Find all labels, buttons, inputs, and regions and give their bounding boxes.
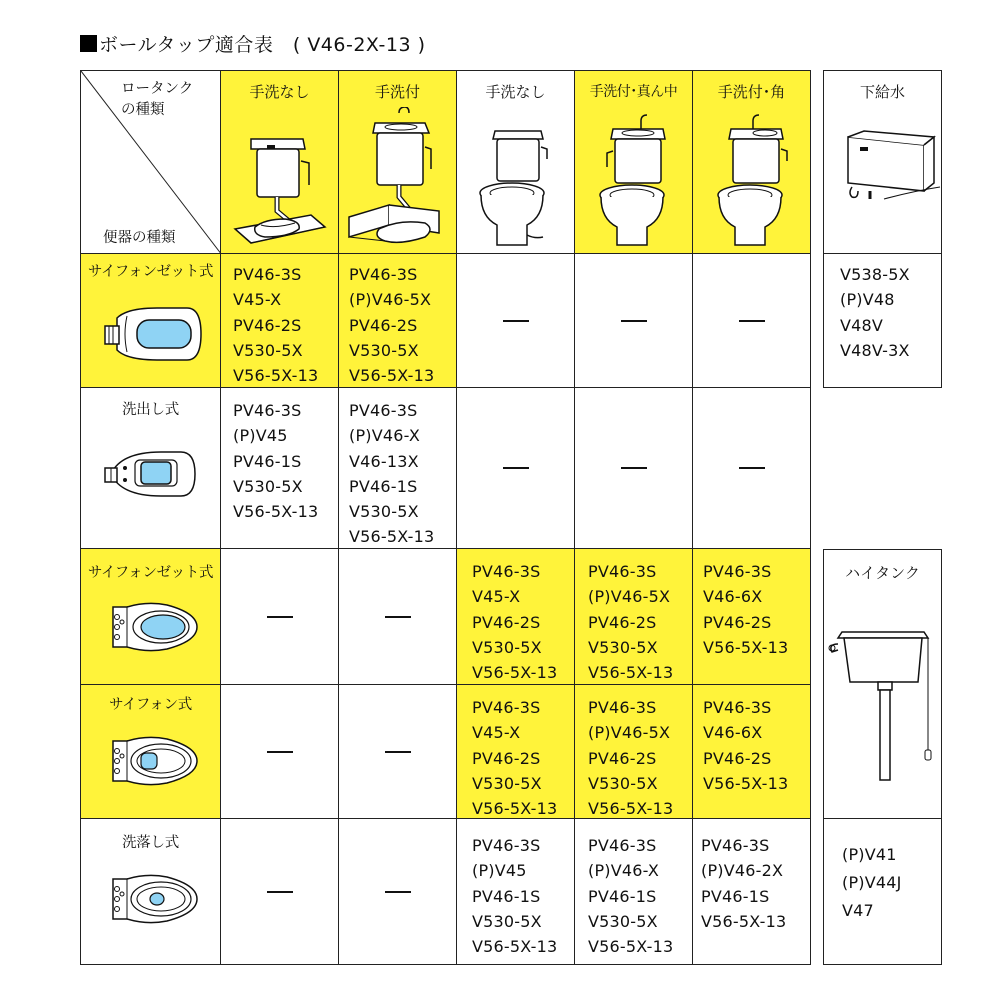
- square-bullet-icon: [80, 35, 97, 52]
- model-code: PV46-3S: [703, 562, 772, 581]
- model-code: V56-5X-13: [233, 366, 319, 386]
- not-applicable-dash: [621, 320, 647, 322]
- model-code: V530-5X: [472, 911, 542, 931]
- model-code: PV46-2S: [703, 748, 772, 768]
- row-header-3: [80, 549, 221, 685]
- model-code: V48V: [840, 315, 884, 335]
- model-code-list: [233, 398, 318, 524]
- tank-type-label: [121, 79, 193, 121]
- col-header-3: [457, 70, 575, 254]
- model-code: PV46-2S: [472, 748, 541, 768]
- col-header-2: [339, 70, 457, 254]
- cell-r3-c1: [221, 549, 339, 685]
- high-tank-header: [823, 549, 942, 819]
- col-header-label: 手洗なし: [249, 83, 310, 101]
- cell-r4-c4: [575, 685, 693, 819]
- cell-r1-c5: [693, 254, 811, 388]
- model-code: (P)V46-X: [349, 426, 420, 446]
- not-applicable-dash: [385, 891, 411, 893]
- model-code: PV46-3S: [349, 401, 418, 420]
- tank-type-label-line: ロータンク: [121, 81, 194, 97]
- model-code: V530-5X: [472, 637, 542, 657]
- model-code: PV46-1S: [701, 886, 770, 906]
- model-code: V46-13X: [349, 451, 419, 471]
- cell-r3-c2: [339, 549, 457, 685]
- model-code: V56-5X-13: [233, 502, 319, 522]
- model-code: (P)V45: [233, 426, 288, 446]
- cell-r1-c1: [221, 254, 339, 388]
- model-code: (P)V46-5X: [588, 723, 671, 743]
- model-code: V45-X: [472, 723, 521, 743]
- not-applicable-dash: [267, 751, 293, 753]
- model-code-list: [472, 559, 557, 685]
- model-code: V530-5X: [349, 340, 419, 360]
- model-code: PV46-3S: [472, 836, 541, 855]
- model-code: (P)V48: [840, 290, 895, 310]
- model-code: V56-5X-13: [588, 937, 674, 957]
- cell-r4-c3: [457, 685, 575, 819]
- title-text: ボールタップ適合表 ( V46-2X-13 ): [99, 34, 426, 56]
- model-code-list: [233, 262, 318, 388]
- model-code: V45-X: [233, 290, 282, 310]
- model-code: PV46-2S: [588, 748, 657, 768]
- cell-r5-c1: [221, 819, 339, 965]
- model-code: (P)V46-X: [588, 861, 659, 881]
- cell-r3-c3: [457, 549, 575, 685]
- model-code: PV46-3S: [472, 562, 541, 581]
- col-header-label: 手洗付: [374, 83, 420, 101]
- model-code: V56-5X-13: [349, 366, 435, 386]
- high-tank-codes: [823, 819, 942, 965]
- model-code: V56-5X-13: [472, 799, 558, 819]
- corner-header: [80, 70, 221, 254]
- not-applicable-dash: [503, 467, 529, 469]
- cell-r1-c4: [575, 254, 693, 388]
- cell-r1-c2: [339, 254, 457, 388]
- model-code: V47: [842, 901, 874, 920]
- cell-r2-c3: [457, 388, 575, 549]
- model-code: V56-5X-13: [588, 663, 674, 683]
- tank-type-label-line: の種類: [121, 102, 165, 118]
- cell-r4-c1: [221, 685, 339, 819]
- model-code: PV46-3S: [233, 401, 302, 420]
- cell-r5-c4: [575, 819, 693, 965]
- model-code: PV46-2S: [588, 612, 657, 632]
- model-code: PV46-1S: [233, 451, 302, 471]
- squat-bowl-siphon-jet-icon: [81, 304, 220, 364]
- western-bowl-washdown-icon: [81, 869, 220, 929]
- row-label: 洗落し式: [122, 835, 179, 851]
- model-code: V530-5X: [349, 502, 419, 522]
- not-applicable-dash: [385, 616, 411, 618]
- col-header-label: 手洗なし: [485, 83, 546, 101]
- model-code: V56-5X-13: [703, 637, 789, 657]
- high-tank-icon: [824, 622, 941, 782]
- model-code: V530-5X: [233, 340, 303, 360]
- lower-supply-codes: [823, 254, 942, 388]
- model-code: (P)V44J: [842, 873, 902, 892]
- not-applicable-dash: [267, 616, 293, 618]
- cell-r4-c2: [339, 685, 457, 819]
- model-code-list: [588, 695, 673, 819]
- col-header-4: [575, 70, 693, 254]
- model-code: V530-5X: [472, 773, 542, 793]
- cell-r5-c3: [457, 819, 575, 965]
- lower-supply-label: 下給水: [859, 83, 905, 101]
- not-applicable-dash: [739, 320, 765, 322]
- model-code: PV46-3S: [472, 698, 541, 717]
- model-code: PV46-3S: [233, 265, 302, 284]
- lower-supply-header: [823, 70, 942, 254]
- model-code-list: [703, 695, 788, 796]
- western-toilet-no-basin-icon: [457, 121, 574, 251]
- model-code: PV46-3S: [703, 698, 772, 717]
- col-header-label: 手洗付･真ん中: [589, 84, 678, 100]
- not-applicable-dash: [385, 751, 411, 753]
- row-header-1: [80, 254, 221, 388]
- squat-toilet-tank-with-basin-icon: [339, 107, 456, 247]
- row-header-5: [80, 819, 221, 965]
- not-applicable-dash: [621, 467, 647, 469]
- model-code: V46-6X: [703, 723, 763, 743]
- model-code: V56-5X-13: [588, 799, 674, 819]
- cell-r4-c5: [693, 685, 811, 819]
- cell-r5-c2: [339, 819, 457, 965]
- model-code: PV46-2S: [472, 612, 541, 632]
- high-tank-label: ハイタンク: [845, 564, 920, 582]
- model-code: V56-5X-13: [701, 911, 787, 931]
- model-code: PV46-3S: [588, 836, 657, 855]
- model-code-list: [472, 833, 557, 959]
- row-header-4: [80, 685, 221, 819]
- model-code: (P)V46-5X: [588, 587, 671, 607]
- model-code-list: [349, 398, 434, 549]
- model-code: (P)V46-2X: [701, 861, 784, 881]
- model-code: PV46-3S: [701, 836, 770, 855]
- cell-r2-c1: [221, 388, 339, 549]
- model-code: V530-5X: [588, 773, 658, 793]
- model-code: V46-6X: [703, 587, 763, 607]
- western-bowl-siphon-icon: [81, 731, 220, 791]
- model-code: V56-5X-13: [703, 773, 789, 793]
- model-code: V530-5X: [588, 911, 658, 931]
- model-code: PV46-1S: [472, 886, 541, 906]
- model-code: PV46-1S: [588, 886, 657, 906]
- cell-r3-c4: [575, 549, 693, 685]
- model-code: PV46-1S: [349, 476, 418, 496]
- cell-r1-c3: [457, 254, 575, 388]
- model-code-list: [472, 695, 557, 819]
- model-code: V56-5X-13: [472, 937, 558, 957]
- row-label: サイフォンゼット式: [87, 565, 214, 581]
- model-code: V530-5X: [588, 637, 658, 657]
- model-code-list: [588, 833, 673, 959]
- lower-supply-tank-icon: [824, 125, 941, 235]
- model-code: V56-5X-13: [349, 527, 435, 547]
- row-header-2: [80, 388, 221, 549]
- not-applicable-dash: [267, 891, 293, 893]
- model-code: V48V-3X: [840, 340, 910, 360]
- model-code: PV46-2S: [233, 315, 302, 335]
- model-code: (P)V46-5X: [349, 290, 432, 310]
- model-code: PV46-3S: [588, 562, 657, 581]
- cell-r2-c2: [339, 388, 457, 549]
- model-code: PV46-2S: [703, 612, 772, 632]
- model-code: PV46-3S: [349, 265, 418, 284]
- model-code-list: [701, 833, 786, 934]
- western-toilet-center-basin-icon: [575, 111, 692, 251]
- model-code: (P)V41: [842, 845, 897, 864]
- squat-bowl-washout-icon: [81, 446, 220, 506]
- squat-toilet-tank-icon: [221, 111, 338, 251]
- model-code-list: [349, 262, 434, 388]
- model-code: V45-X: [472, 587, 521, 607]
- model-code: PV46-3S: [588, 698, 657, 717]
- model-code: PV46-2S: [349, 315, 418, 335]
- toilet-type-label: 便器の種類: [103, 230, 176, 246]
- model-code: V530-5X: [233, 476, 303, 496]
- cell-r2-c4: [575, 388, 693, 549]
- col-header-label: 手洗付･角: [717, 83, 786, 101]
- western-bowl-siphon-jet-icon: [81, 597, 220, 657]
- row-label: 洗出し式: [122, 402, 179, 418]
- model-code: (P)V45: [472, 861, 527, 881]
- model-code-list: [588, 559, 673, 685]
- cell-r2-c5: [693, 388, 811, 549]
- cell-r5-c5: [693, 819, 811, 965]
- model-code: V56-5X-13: [472, 663, 558, 683]
- row-label: サイフォン式: [108, 697, 193, 713]
- not-applicable-dash: [503, 320, 529, 322]
- western-toilet-corner-basin-icon: [693, 111, 810, 251]
- model-code-list: [703, 559, 788, 660]
- cell-r3-c5: [693, 549, 811, 685]
- col-header-5: [693, 70, 811, 254]
- row-label: サイフォンゼット式: [87, 264, 214, 280]
- page-title: [80, 30, 426, 57]
- model-code-list: [842, 841, 902, 925]
- col-header-1: [221, 70, 339, 254]
- model-code: V538-5X: [840, 265, 910, 284]
- not-applicable-dash: [739, 467, 765, 469]
- model-code-list: [840, 262, 910, 363]
